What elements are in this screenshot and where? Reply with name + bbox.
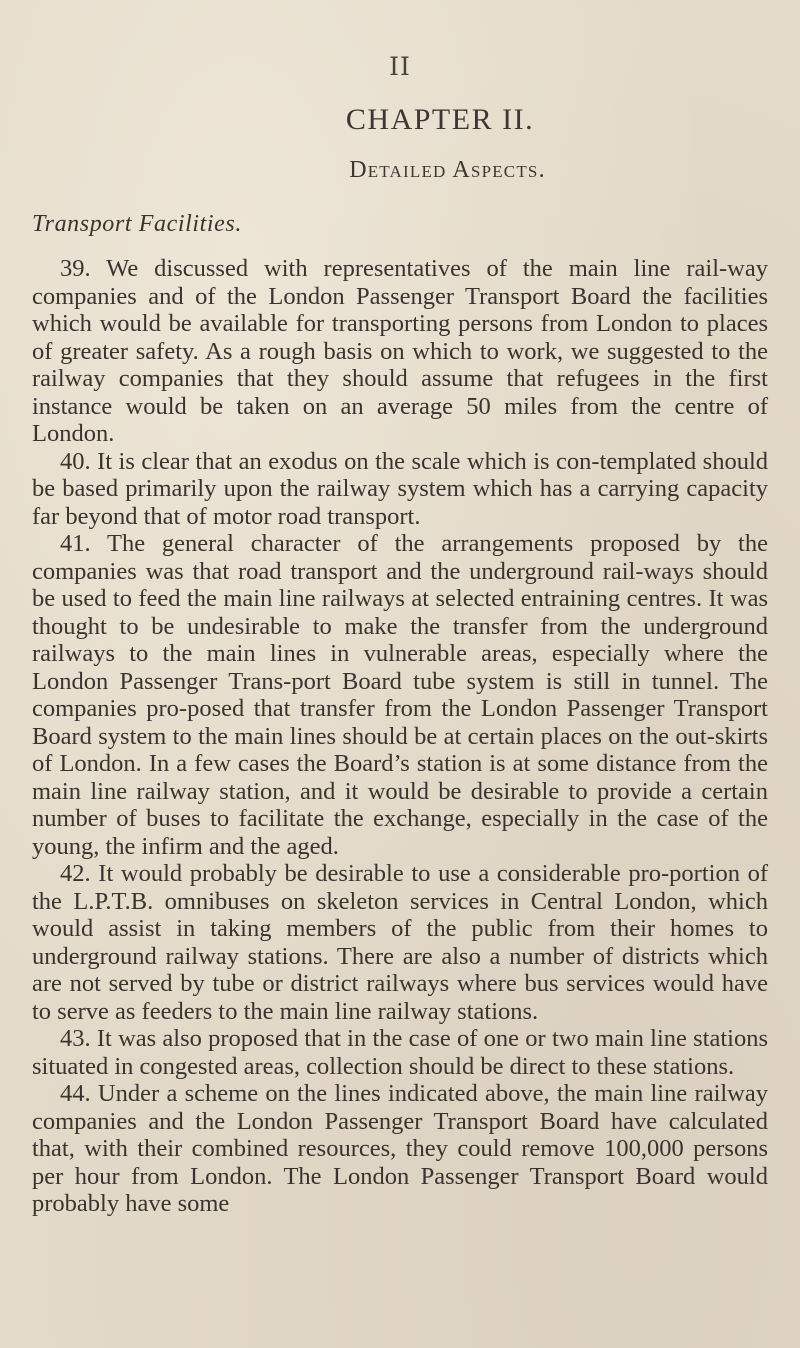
paragraph-44	[32, 1080, 768, 1218]
paragraph-text: It was also proposed that in the case of one or two main line stations situated in congested areas, collection should be direct to these stations.	[32, 1025, 769, 1080]
paragraph-text: Under a scheme on the lines indicated above, the main line railway companies and the London Passenger Transport Board have calculated that, with their combined resources, they could remove 100,000 persons per hour from London. The London Passenger Transport Board would probably have some	[32, 1080, 768, 1217]
paragraph-41	[32, 530, 768, 860]
body-text	[32, 255, 768, 1218]
section-heading: Transport Facilities.	[32, 211, 242, 237]
paragraph-text: It would probably be desirable to use a considerable pro-portion of the L.P.T.B. omnibuses on skeleton services in Central London, which would assist in taking members of the public from their homes to underground railway stations. There are also a number of districts which are not served by tube or district railways where bus services would have to serve as feeders to the main line railway stations.	[32, 860, 768, 1025]
paragraph-42	[32, 860, 768, 1025]
paragraph-40	[32, 448, 768, 531]
paragraph-number: 43.	[60, 1025, 91, 1052]
paragraph-43	[32, 1025, 768, 1080]
paragraph-number: 44.	[60, 1080, 91, 1107]
paragraph-number: 40.	[60, 447, 91, 475]
paragraph-number: 42.	[60, 860, 91, 887]
chapter-title: CHAPTER II.	[345, 103, 535, 136]
paragraph-39	[32, 255, 768, 448]
chapter-subtitle: Detailed Aspects.	[349, 157, 546, 183]
paragraph-text: It is clear that an exodus on the scale which is con-templated should be based primarily upon the railway system which has a carrying capacity far beyond that of motor road transport.	[32, 447, 769, 530]
page-number: II	[389, 52, 411, 81]
paragraph-number: 41.	[60, 530, 91, 557]
paragraph-text: The general character of the arrangements proposed by the companies was that road transport and the underground rail-ways should be used to feed the main line railways at selected entraining centres. It was thought to be undesirable to make the transfer from the underground railways to the main lines in vulnerable areas, especially where the London Passenger Trans-port Board tube system is still in tunnel. The companies pro-posed that transfer from the London Passenger Transport Board system to the main lines should be at certain places on the out-skirts of London. In a few cases the Board’s station is at some distance from the main line railway station, and it would be desirable to provide a certain number of buses to facilitate the exchange, especially in the case of the young, the infirm and the aged.	[32, 530, 768, 860]
paragraph-text: We discussed with representatives of the main line rail-way companies and of the London Passenger Transport Board the facilities which would be available for transporting persons from London to places of greater safety. As a rough basis on which to work, we suggested to the railway companies that they should assume that refugees in the first instance would be taken on an average 50 miles from the centre of London.	[32, 255, 768, 447]
paragraph-number: 39.	[60, 255, 91, 282]
